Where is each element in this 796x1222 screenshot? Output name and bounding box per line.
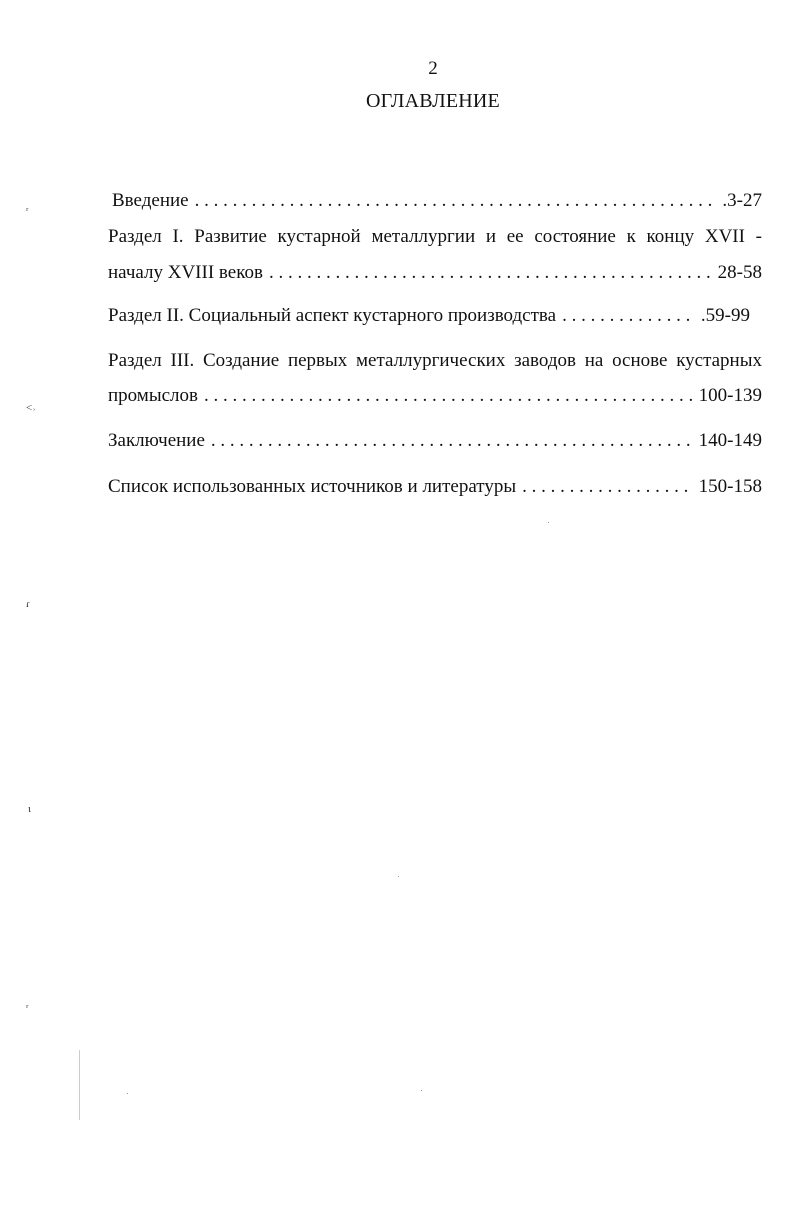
toc-entry-label: Заключение [108, 430, 205, 451]
page-number: 2 [428, 58, 438, 79]
toc-entry-label: началу XVIII веков [108, 262, 263, 283]
scan-mark: ʳ [26, 205, 29, 217]
toc-entry-section3 [108, 385, 762, 407]
toc-entry-section1 [108, 262, 762, 284]
scan-speck [548, 522, 549, 523]
toc-entry-label: промыслов [108, 385, 198, 406]
toc-entry-intro [112, 190, 762, 212]
toc-entry-references [108, 476, 762, 498]
toc-entry-pages: .59-99 [700, 305, 750, 326]
leader-dots [269, 262, 712, 284]
toc-entry-section3-line1: Раздел III. Создание первых металлургических заводов на основе кустарных [108, 350, 762, 371]
page-title: ОГЛАВЛЕНИЕ [366, 90, 500, 112]
scan-mark: ˂˒ [26, 402, 36, 414]
toc-entry-label: Введение [112, 190, 189, 211]
leader-dots [195, 190, 717, 212]
scan-speck [398, 876, 399, 877]
leader-dots [211, 430, 693, 452]
scan-mark: ɾ [26, 598, 30, 610]
toc-entry-section1-line1: Раздел I. Развитие кустарной металлургии и ее состояние к концу XVII - [108, 226, 762, 247]
scan-mark: ɩ [28, 803, 31, 815]
toc-entry-conclusion [108, 430, 762, 452]
toc-entry-pages: .3-27 [722, 190, 762, 211]
toc-entry-label: Список использованных источников и литературы [108, 476, 517, 497]
leader-dots [204, 385, 693, 407]
toc-entry-pages: 140-149 [698, 430, 762, 451]
toc-entry-pages: 150-158 [698, 476, 762, 497]
toc-entry-pages: 100-139 [698, 385, 762, 406]
leader-dots [562, 305, 695, 327]
scan-mark: ʳ [26, 1002, 29, 1014]
scan-speck [127, 1093, 128, 1094]
scan-speck [79, 1050, 80, 1120]
toc-entry-label: Раздел II. Социальный аспект кустарного производства [108, 305, 557, 326]
leader-dots [522, 476, 693, 498]
toc-entry-pages: 28-58 [717, 262, 762, 283]
scan-speck [421, 1090, 422, 1091]
toc-entry-section2 [108, 305, 750, 327]
